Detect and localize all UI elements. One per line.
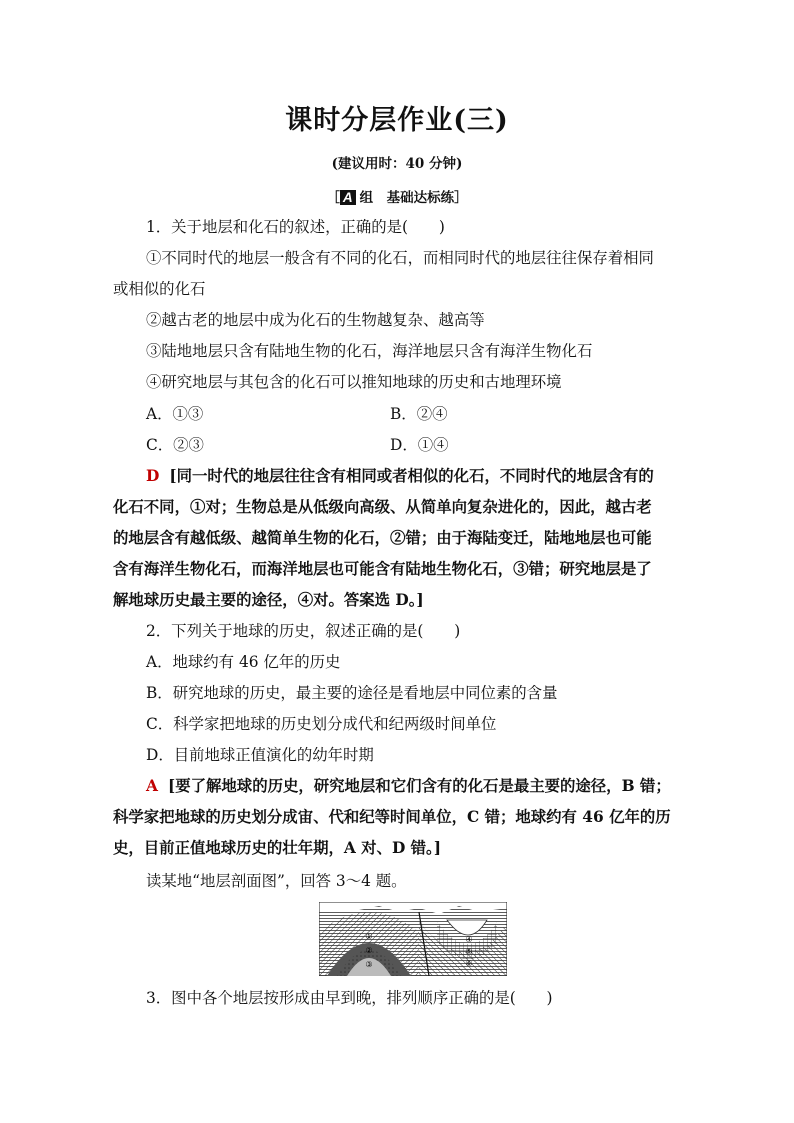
q1-explanation-1 xyxy=(146,466,654,486)
q1-explanation-2: 化石不同，①对；生物总是从低级向高级、从简单向复杂进化的，因此，越古老 xyxy=(113,498,652,516)
layer-label-1: ① xyxy=(365,932,373,941)
q1-explanation-text: [同一时代的地层往往含有相同或者相似的化石，不同时代的地层含有的 xyxy=(169,467,654,485)
group-label: 组 基础达标练 xyxy=(359,190,455,206)
q2-option-b: B．研究地球的历史，最主要的途径是看地层中同位素的含量 xyxy=(146,684,558,702)
strata-profile-figure xyxy=(319,902,507,976)
q1-option-d: D．①④ xyxy=(390,436,449,454)
q1-stem: 1．关于地层和化石的叙述，正确的是( ) xyxy=(146,218,445,236)
q1-statement-1a: ①不同时代的地层一般含有不同的化石，而相同时代的地层往往保存着相同 xyxy=(146,249,654,267)
layer-label-5: ⑤ xyxy=(465,947,473,956)
q2-explanation-3: 史，目前正值地球历史的壮年期，A 对、D 错。] xyxy=(113,839,442,857)
q1-explanation-3: 的地层含有越低级、越简单生物的化石，②错；由于海陆变迁，陆地地层也可能 xyxy=(113,529,652,547)
group-badge: A xyxy=(340,190,356,205)
bracket-close: ］ xyxy=(454,190,468,206)
q3-stem: 3．图中各个地层按形成由早到晚，排列顺序正确的是( ) xyxy=(146,989,553,1007)
q2-explanation-1 xyxy=(146,776,671,796)
time-suggestion: (建议用时：40 分钟) xyxy=(331,156,463,172)
q2-option-d: D．目前地球正值演化的幼年时期 xyxy=(146,746,374,764)
q1-statement-4: ④研究地层与其包含的化石可以推知地球的历史和古地理环境 xyxy=(146,373,562,391)
q1-option-a: A．①③ xyxy=(146,405,204,423)
layer-label-3: ③ xyxy=(365,960,373,969)
q1-option-b: B．②④ xyxy=(390,405,448,423)
q2-option-c: C．科学家把地球的历史划分成代和纪两级时间单位 xyxy=(146,715,497,733)
page-title: 课时分层作业(三) xyxy=(285,105,509,136)
q1-option-c: C．②③ xyxy=(146,436,204,454)
bracket-open: ［ xyxy=(326,190,340,206)
q2-stem: 2．下列关于地球的历史，叙述正确的是( ) xyxy=(146,622,461,640)
layer-label-6: ⑥ xyxy=(465,959,473,968)
q2-option-a: A．地球约有 46 亿年的历史 xyxy=(146,653,341,671)
group-heading xyxy=(0,186,794,206)
q2-answer: A xyxy=(146,777,158,795)
q2-explanation-text: [要了解地球的历史，研究地层和它们含有的化石是最主要的途径，B 错； xyxy=(167,777,671,795)
q1-explanation-5: 解地球历史最主要的途径，④对。答案选 D。] xyxy=(113,591,424,609)
q1-answer: D xyxy=(146,467,160,485)
layer-label-2: ② xyxy=(365,946,373,955)
q3-4-intro: 读某地“地层剖面图”，回答 3～4 题。 xyxy=(146,872,407,890)
q1-statement-1b: 或相似的化石 xyxy=(113,280,206,298)
q2-explanation-2: 科学家把地球的历史划分成宙、代和纪等时间单位，C 错；地球约有 46 亿年的历 xyxy=(113,808,671,826)
q1-statement-3: ③陆地地层只含有陆地生物的化石，海洋地层只含有海洋生物化石 xyxy=(146,342,593,360)
layer-label-4: ④ xyxy=(465,935,473,944)
q1-explanation-4: 含有海洋生物化石，而海洋地层也可能含有陆地生物化石，③错；研究地层是了 xyxy=(113,560,652,578)
q1-statement-2: ②越古老的地层中成为化石的生物越复杂、越高等 xyxy=(146,311,485,329)
